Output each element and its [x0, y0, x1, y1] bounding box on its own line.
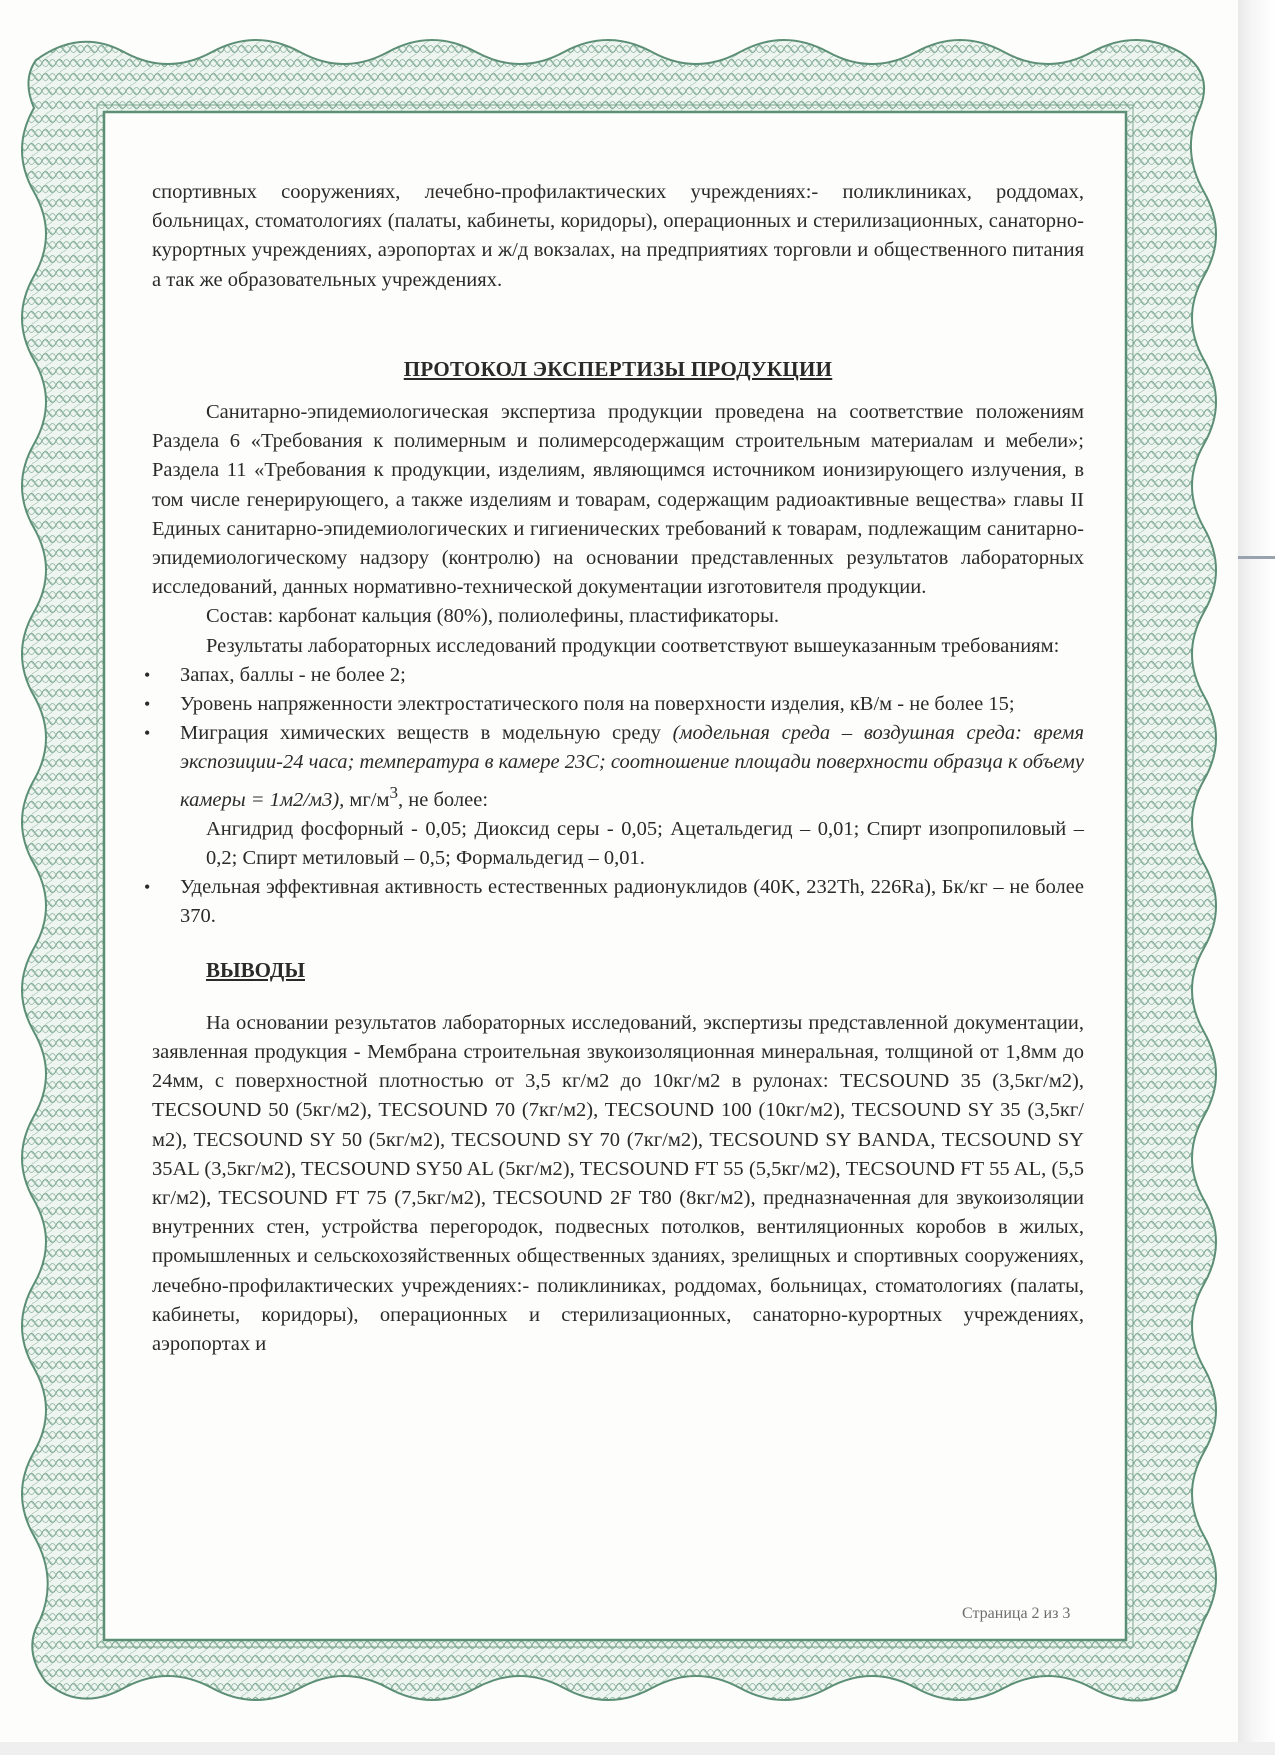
migration-substances: Ангидрид фосфорный - 0,05; Диоксид серы - 0,05; Ацетальдегид – 0,01; Спирт изопропиловый – 0,2; Спирт метиловый – 0,5; Формальдегид – 0,01. — [206, 817, 1084, 869]
scan-mark — [1238, 556, 1275, 559]
list-item — [144, 719, 1084, 814]
list-item — [144, 690, 1084, 719]
bullet-icon: • — [144, 664, 151, 685]
composition-line: Состав: карбонат кальция (80%), полиолефины, пластификаторы. — [206, 605, 779, 628]
protocol-heading: ПРОТОКОЛ ЭКСПЕРТИЗЫ ПРОДУКЦИИ — [403, 356, 833, 381]
results-list-2 — [144, 873, 1084, 931]
bullet-icon: • — [144, 694, 151, 715]
result-electrostatic: Уровень напряженности электростатического поля на поверхности изделия, кВ/м - не более 15; — [180, 693, 1015, 716]
result-migration-conditions: (модельная среда – воздушная среда: время экспозиции-24 часа; температура в камере 23С; соотношение площади поверхности образца к объему камеры = 1м2/м3), — [180, 722, 1084, 811]
conclusions-heading: ВЫВОДЫ — [206, 957, 305, 982]
intro-paragraph: спортивных сооружениях, лечебно-профилактических учреждениях:- поликлиниках, роддомах, больницах, стоматологиях (палаты, кабинеты, коридоры), операционных и стерилизационных, санаторно-курортных учреждениях, аэропортах и ж/д вокзалах, на предприятиях торговли и общественного питания а так же образовательных учреждениях. — [152, 181, 1084, 291]
conclusions-paragraph: На основании результатов лабораторных исследований, экспертизы представленной документации, заявленная продукция - Мембрана строительная звукоизоляционная минеральная, толщиной от 1,8мм до 24мм, с поверхностной плотностью от 3,5 кг/м2 до 10кг/м2 в рулонах: TECSOUND 35 (3,5кг/м2), TECSOUND 50 (5кг/м2), TECSOUND 70 (7кг/м2), TECSOUND 100 (10кг/м2), TECSOUND SY 35 (3,5кг/м2), TECSOUND SY 50 (5кг/м2), TECSOUND SY 70 (7кг/м2), TECSOUND SY BANDA, TECSOUND SY 35AL (3,5кг/м2), TECSOUND SY50 AL (5кг/м2), TECSOUND FT 55 (5,5кг/м2), TECSOUND FT 55 AL, (5,5 кг/м2), TECSOUND FT 75 (7,5кг/м2), TECSOUND 2F T80 (8кг/м2), предназначенная для звукоизоляции внутренних стен, устройства перегородок, подвесных потолков, вентиляционных коробов в жилых, промышленных и сельскохозяйственных общественных зданиях, зрелищных и спортивных сооружениях, лечебно-профилактических учреждениях:- поликлиниках, роддомах, больницах, стоматологиях (палаты, кабинеты, коридоры), операционных и стерилизационных, санаторно-курортных учреждениях, аэропортах и — [152, 1011, 1084, 1355]
list-item — [144, 873, 1084, 931]
page-number: Страница 2 из 3 — [962, 1605, 1071, 1622]
result-migration-tail: , не более: — [398, 788, 489, 811]
protocol-paragraph: Санитарно-эпидемиологическая экспертиза продукции проведена на соответствие положениям Раздела 6 «Требования к полимерным и полимерсодержащим строительным материалам и мебели»; Раздела 11 «Требования к продукции, изделиям, являющимся источником ионизирующего излучения, в том числе генерирующего, а также изделиям и товарам, содержащим радиоактивные вещества» главы II Единых санитарно-эпидемиологических и гигиенических требований к товарам, подлежащим санитарно-эпидемиологическому надзору (контролю) на основании представленных результатов лабораторных исследований, данных нормативно-технической документации изготовителя продукции. — [152, 401, 1084, 599]
bullet-icon: • — [144, 877, 151, 898]
results-list — [144, 661, 1084, 815]
result-radionuclides: Удельная эффективная активность естественных радионуклидов (40K, 232Th, 226Ra), Бк/кг – не более 370. — [180, 876, 1084, 928]
bullet-icon: • — [144, 723, 151, 744]
result-migration-unit: мг/м — [344, 788, 390, 811]
results-intro: Результаты лабораторных исследований продукции соответствуют вышеуказанным требованиям: — [206, 634, 1060, 657]
scan-edge — [1238, 0, 1275, 1755]
document-body — [144, 178, 1084, 1359]
result-migration-lead: Миграция химических веществ в модельную среду — [180, 722, 673, 745]
list-item — [144, 661, 1084, 690]
result-migration-sup: 3 — [389, 782, 399, 802]
scan-edge-bottom — [0, 1742, 1275, 1755]
result-odor: Запах, баллы - не более 2; — [180, 663, 406, 686]
